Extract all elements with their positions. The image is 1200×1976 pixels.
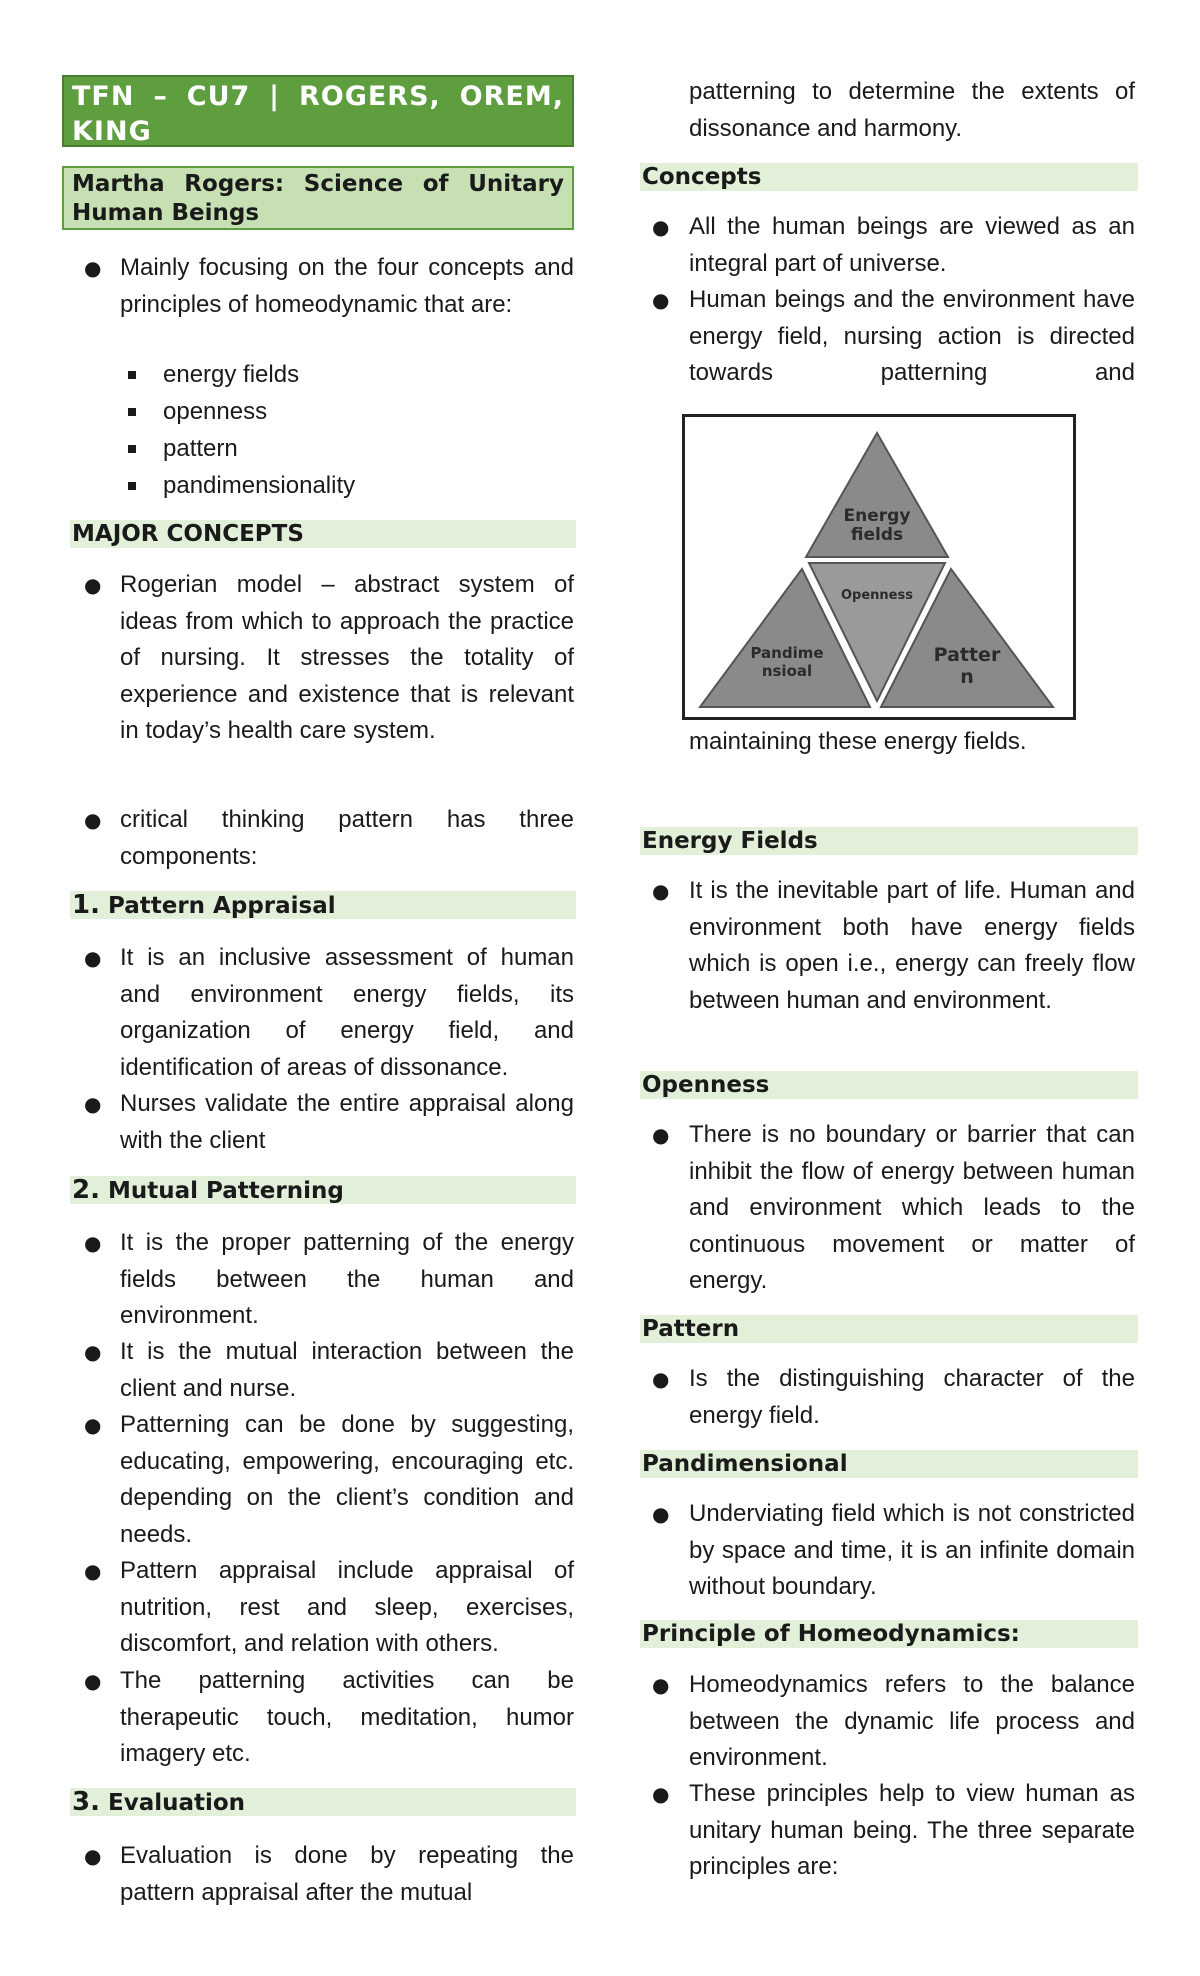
bullet-icon: ● bbox=[84, 1844, 102, 1868]
bullet-icon: ● bbox=[84, 256, 102, 280]
concept-triangle-svg bbox=[685, 417, 1073, 717]
bullet-icon: ● bbox=[84, 1231, 102, 1255]
evaluation-bullet: Evaluation is done by repeating the pattern appraisal after the mutual bbox=[120, 1842, 574, 1906]
bullet-icon: ● bbox=[652, 1123, 670, 1147]
heading-mutual-patterning bbox=[70, 1176, 576, 1204]
openness-bullet: There is no boundary or barrier that can inhibit the flow of energy between human and environment which leads to the continuous movement or matter of energy. bbox=[689, 1121, 1135, 1294]
bullet-icon: ● bbox=[652, 215, 670, 239]
mutual-patterning-bullet: The patterning activities can be therapeutic touch, meditation, humor imagery etc. bbox=[120, 1667, 574, 1767]
square-bullet-icon bbox=[128, 445, 136, 453]
homeodynamics-bullet: Homeodynamics refers to the balance between the dynamic life process and environment. bbox=[689, 1671, 1135, 1771]
label-energy-fields: Energy fields bbox=[843, 506, 911, 545]
heading-number: 3. bbox=[72, 1787, 100, 1817]
heading-homeodynamics: Principle of Homeodynamics: bbox=[640, 1620, 1138, 1648]
pattern-appraisal-bullet: It is an inclusive assessment of human and environment energy fields, its organization of energy field, and identification of areas of dissonance. bbox=[120, 944, 574, 1081]
subtitle-line-2: Human Beings bbox=[72, 200, 260, 226]
intro-item: energy fields bbox=[163, 361, 300, 388]
intro-item: openness bbox=[163, 398, 268, 425]
mutual-patterning-bullet: It is the proper patterning of the energy fields between the human and environment. bbox=[120, 1229, 574, 1329]
bullet-icon: ● bbox=[652, 1367, 670, 1391]
heading-openness: Openness bbox=[640, 1071, 1138, 1099]
pandimensional-bullet: Underviating field which is not constricted by space and time, it is an infinite domain without boundary. bbox=[689, 1500, 1135, 1600]
mutual-patterning-bullet: It is the mutual interaction between the client and nurse. bbox=[120, 1338, 574, 1402]
bullet-icon: ● bbox=[652, 288, 670, 312]
intro-item: pandimensionality bbox=[163, 472, 356, 499]
label-pandimensional: Pandime nsioal bbox=[750, 644, 824, 680]
heading-label: Evaluation bbox=[107, 1790, 246, 1816]
bullet-icon: ● bbox=[84, 808, 102, 832]
heading-number: 2. bbox=[72, 1175, 100, 1205]
heading-label: Pattern Appraisal bbox=[107, 893, 336, 919]
evaluation-continuation: patterning to determine the extents of dissonance and harmony. bbox=[689, 78, 1135, 142]
bullet-icon: ● bbox=[84, 1340, 102, 1364]
intro-item: pattern bbox=[163, 435, 238, 462]
bullet-icon: ● bbox=[652, 1502, 670, 1526]
heading-pattern: Pattern bbox=[640, 1315, 1138, 1343]
mutual-patterning-bullet: Patterning can be done by suggesting, educating, empowering, encouraging etc. depending on the client’s condition and needs. bbox=[120, 1411, 574, 1548]
intro-text: Mainly focusing on the four concepts and principles of homeodynamic that are: bbox=[120, 254, 574, 318]
heading-number: 1. bbox=[72, 890, 100, 920]
subtitle-line-1: Martha Rogers: Science of Unitary bbox=[72, 171, 564, 197]
square-bullet-icon bbox=[128, 408, 136, 416]
mutual-patterning-bullet: Pattern appraisal include appraisal of nutrition, rest and sleep, exercises, discomfort, and relation with others. bbox=[120, 1557, 574, 1657]
heading-major-concepts: MAJOR CONCEPTS bbox=[70, 520, 576, 548]
homeodynamics-bullet: These principles help to view human as unitary human being. The three separate principles are: bbox=[689, 1780, 1135, 1880]
bullet-icon: ● bbox=[84, 573, 102, 597]
heading-pandimensional: Pandimensional bbox=[640, 1450, 1138, 1478]
label-pattern: Patter n bbox=[933, 644, 1001, 688]
square-bullet-icon bbox=[128, 482, 136, 490]
concepts-continuation: maintaining these energy fields. bbox=[689, 728, 1027, 755]
concept-diagram bbox=[682, 414, 1076, 720]
bullet-icon: ● bbox=[84, 946, 102, 970]
pattern-appraisal-bullet: Nurses validate the entire appraisal along with the client bbox=[120, 1090, 574, 1154]
pattern-bullet: Is the distinguishing character of the energy field. bbox=[689, 1365, 1135, 1429]
heading-pattern-appraisal bbox=[70, 891, 576, 919]
heading-evaluation bbox=[70, 1788, 576, 1816]
bullet-icon: ● bbox=[652, 1782, 670, 1806]
square-bullet-icon bbox=[128, 371, 136, 379]
title-line-1: TFN – CU7 | ROGERS, OREM, bbox=[72, 81, 564, 112]
section-subtitle bbox=[62, 166, 574, 230]
concepts-bullet: Human beings and the environment have energy field, nursing action is directed towards patterning and bbox=[689, 286, 1135, 386]
bullet-icon: ● bbox=[84, 1559, 102, 1583]
heading-label: Mutual Patterning bbox=[107, 1178, 344, 1204]
bullet-icon: ● bbox=[84, 1669, 102, 1693]
concepts-bullet: All the human beings are viewed as an integral part of universe. bbox=[689, 213, 1135, 277]
major-concepts-bullet: Rogerian model – abstract system of ideas from which to approach the practice of nursing. It stresses the totality of experience and existence that is relevant in today’s health care system. bbox=[120, 571, 574, 744]
energy-fields-bullet: It is the inevitable part of life. Human and environment both have energy fields which is open i.e., energy can freely flow between human and environment. bbox=[689, 877, 1135, 1014]
bullet-icon: ● bbox=[84, 1092, 102, 1116]
heading-energy-fields: Energy Fields bbox=[640, 827, 1138, 855]
label-openness: Openness bbox=[841, 588, 913, 603]
document-title bbox=[62, 75, 574, 147]
bullet-icon: ● bbox=[652, 879, 670, 903]
heading-concepts: Concepts bbox=[640, 163, 1138, 191]
bullet-icon: ● bbox=[84, 1413, 102, 1437]
title-line-2: KING bbox=[72, 116, 152, 147]
major-concepts-bullet: critical thinking pattern has three components: bbox=[120, 806, 574, 870]
bullet-icon: ● bbox=[652, 1673, 670, 1697]
